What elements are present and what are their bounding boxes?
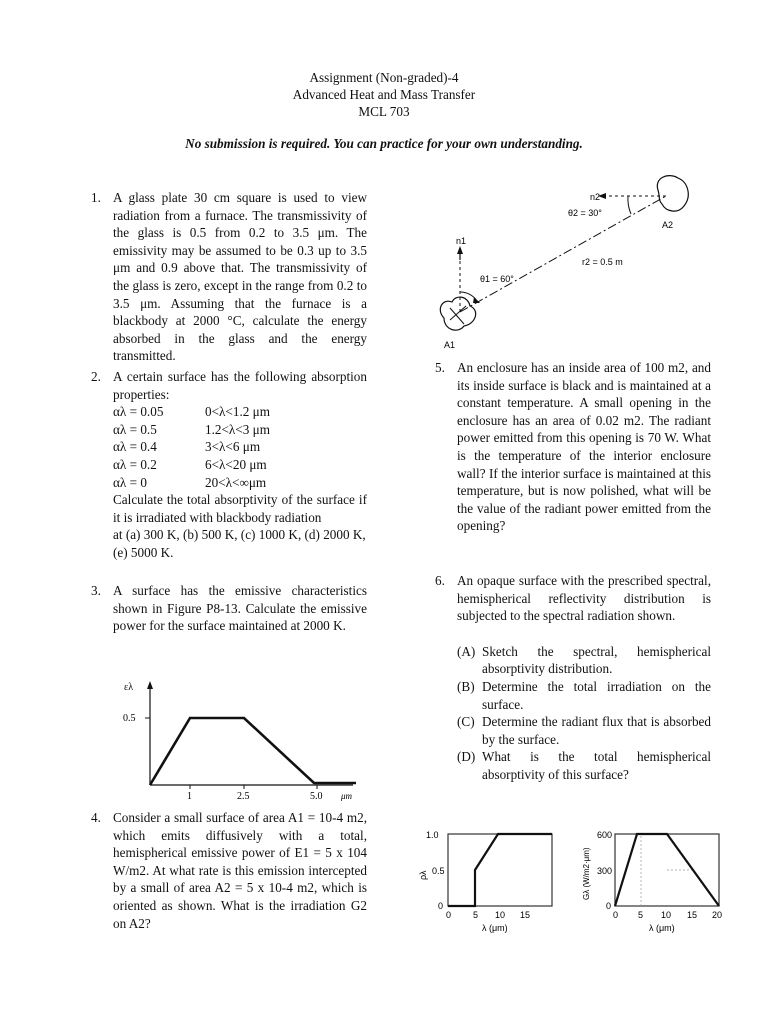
absorption-row — [113, 456, 367, 474]
subpart-label: (A) — [457, 643, 476, 659]
x-tick-label: 2.5 — [237, 791, 250, 802]
x-tick-label: 20 — [712, 910, 723, 920]
subpart — [457, 678, 711, 713]
question-text: A surface has the emissive characteristics shown in Figure P8-13. Calculate the emissive power for the surface maintained at 2000 K. — [113, 583, 367, 634]
absorption-table — [113, 403, 367, 491]
question-text: Consider a small surface of area A1 = 10-4 m2, which emits diffusively with a total, hemispherical emissive power of E1 = 5 x 104 W/m2. At what rate is this emission intercepted by a small of area A2 = 5 x 10-4 m2, which is oriented as shown. What is the irradiation G2 on A2? — [113, 810, 367, 931]
absorption-row — [113, 421, 367, 439]
x-tick-label: 5.0 — [310, 791, 323, 802]
y-axis-label: ρλ — [418, 870, 428, 880]
absorption-row — [113, 474, 367, 492]
x-tick-label: 0 — [613, 910, 619, 920]
y-tick-label: 0.5 — [123, 713, 136, 724]
question-intro: A certain surface has the following absorption properties: — [113, 369, 367, 402]
question-6 — [435, 572, 711, 784]
y-tick-label: 0.5 — [432, 866, 445, 876]
course-name: Advanced Heat and Mass Transfer — [292, 87, 476, 102]
subpart — [457, 713, 711, 748]
wavelength-range: 20<λ<∞μm — [205, 474, 267, 490]
question-task: Calculate the total absorptivity of the surface if it is irradiated with blackbody radiation — [113, 492, 367, 525]
wavelength-range: 0<λ<1.2 μm — [205, 404, 270, 420]
reflectivity-figure — [420, 828, 560, 938]
y-tick-label: 300 — [597, 866, 613, 876]
wavelength-range: 3<λ<6 μm — [205, 439, 261, 455]
x-axis-label: λ (μm) — [482, 923, 508, 933]
absorptivity: αλ = 0.5 — [113, 421, 157, 437]
question-4 — [91, 809, 367, 932]
theta2-label: θ2 = 30° — [568, 208, 602, 218]
question-text: An opaque surface with the prescribed spectral, hemispherical reflectivity distribution is subjected to the spectral radiation shown. — [457, 573, 711, 624]
absorption-row — [113, 438, 367, 456]
y-tick-label: 600 — [597, 830, 613, 840]
line-of-sight — [460, 196, 666, 312]
theta1-label: θ1 = 60° — [480, 274, 514, 284]
y-tick-label: 1.0 — [426, 830, 439, 840]
question-number: 4. — [91, 810, 101, 825]
question-text: A glass plate 30 cm square is used to view radiation from a furnace. The transmissivity of the glass is 0.5 from 0.2 to 3.5 μm. The emissivity may be assumed to be 0.3 up to 3.5 μm and 0.9 above that. The transmissivity of the glass is zero, except in the range from 0.2 to 3.5 μm. Assuming that the furnace is a blackbody at 2000 °C, calculate the energy absorbed in the glass and the energy transmitted. — [113, 190, 367, 364]
emissivity-figure — [118, 675, 368, 805]
surface-geometry-figure — [430, 170, 700, 355]
surface-a1-label: A1 — [444, 340, 456, 350]
y-tick-label: 0 — [438, 901, 444, 911]
subpart — [457, 748, 711, 783]
assignment-title: Assignment (Non-graded)-4 — [309, 70, 459, 85]
question-subparts — [457, 643, 711, 784]
question-number: 2. — [91, 369, 101, 384]
course-code: MCL 703 — [358, 104, 410, 119]
absorption-row — [113, 403, 367, 421]
question-5 — [435, 359, 711, 535]
absorptivity: αλ = 0.4 — [113, 439, 157, 455]
irradiation-figure — [575, 828, 735, 938]
absorptivity: αλ = 0 — [113, 474, 147, 490]
y-axis-label: ελ — [124, 682, 134, 693]
x-tick-label: 0 — [446, 910, 452, 920]
question-parts: at (a) 300 K, (b) 500 K, (c) 1000 K, (d) 2000 K, (e) 5000 K. — [113, 527, 366, 560]
normal-n2-label: n2 — [590, 192, 601, 202]
x-tick-label: 10 — [661, 910, 672, 920]
question-number: 5. — [435, 360, 445, 375]
x-tick-label: 15 — [687, 910, 698, 920]
question-1 — [91, 189, 367, 365]
subpart-label: (C) — [457, 714, 475, 730]
emissivity-curve — [150, 718, 356, 785]
wavelength-range: 1.2<λ<3 μm — [205, 421, 270, 437]
subpart-text: Determine the total irradiation on the surface. — [482, 678, 711, 712]
question-2 — [91, 368, 367, 562]
x-unit-label: μm — [341, 791, 353, 801]
subpart-label: (D) — [457, 749, 476, 765]
subpart-text: What is the total hemispherical absorptivity of this surface? — [482, 749, 711, 782]
wavelength-range: 6<λ<20 μm — [205, 456, 267, 472]
subpart — [457, 643, 711, 678]
subpart-text: Sketch the spectral, hemispherical absorptivity distribution. — [482, 643, 711, 677]
subpart-label: (B) — [457, 678, 475, 694]
y-axis-label: Gλ (W/m2·μm) — [582, 847, 591, 900]
absorptivity: αλ = 0.2 — [113, 456, 157, 472]
x-tick-label: 10 — [495, 910, 506, 920]
x-axis-label: λ (μm) — [649, 923, 675, 933]
x-tick-label: 1 — [187, 791, 192, 802]
question-text: An enclosure has an inside area of 100 m2, and its inside surface is black and is maintained at a constant temperature. A small opening in the enclosure has an area of 0.02 m2. The radiant power emitted from this opening is 70 W. What is the temperature of the interior enclosure wall? If the interior surface is maintained at this temperature, but is now polished, what will be the value of the radiant power emitted from the opening? — [457, 360, 711, 534]
question-number: 1. — [91, 190, 101, 205]
x-tick-label: 5 — [473, 910, 479, 920]
question-number: 3. — [91, 583, 101, 598]
distance-r2-label: r2 = 0.5 m — [582, 257, 623, 267]
question-number: 6. — [435, 573, 445, 588]
y-tick-label: 0 — [606, 901, 612, 911]
reflectivity-curve — [448, 834, 552, 906]
normal-n1-label: n1 — [456, 236, 467, 246]
submission-notice: No submission is required. You can practice for your own understanding. — [185, 136, 583, 151]
subpart-text: Determine the radiant flux that is absorbed by the surface. — [482, 714, 711, 747]
question-3 — [91, 582, 367, 635]
surface-a2-shape — [657, 176, 688, 211]
x-tick-label: 15 — [520, 910, 531, 920]
surface-a2-label: A2 — [662, 220, 674, 230]
x-tick-label: 5 — [638, 910, 644, 920]
absorptivity: αλ = 0.05 — [113, 404, 164, 420]
